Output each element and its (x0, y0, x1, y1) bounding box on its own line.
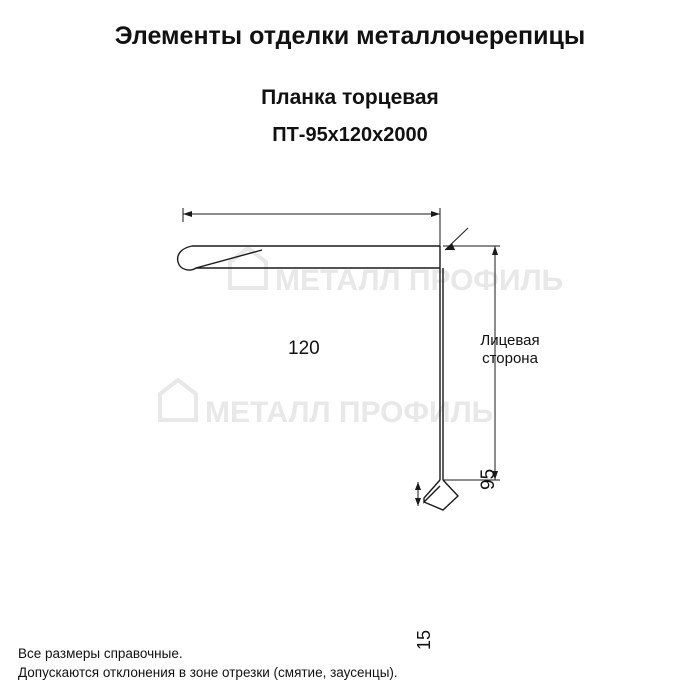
profile-hem-curve (178, 246, 262, 270)
dimension-label-flange: 15 (414, 629, 434, 650)
dim-arrow-left (183, 211, 192, 217)
product-name: Планка торцевая (261, 86, 439, 109)
face-side-line2: сторона (482, 350, 538, 367)
footer-line-2: Допускаются отклонения в зоне отрезки (смятие, заусенцы). (18, 665, 398, 680)
profile-bottom-flange (424, 480, 440, 502)
watermark-text: МЕТАЛЛ ПРОФИЛЬ (205, 396, 494, 429)
watermark-text: МЕТАЛЛ ПРОФИЛЬ (275, 264, 564, 297)
technical-drawing (0, 150, 700, 650)
dim-arrow-right (431, 211, 440, 217)
profile-bottom-tip (424, 480, 458, 510)
footer-notes (18, 644, 398, 682)
footer-line-1: Все размеры справочные. (18, 646, 183, 661)
page-title: Элементы отделки металлочерепицы (114, 22, 586, 50)
face-side-line1: Лицевая (480, 332, 540, 349)
dimension-label-width: 120 (288, 338, 320, 359)
face-side-annotation (462, 332, 558, 368)
dim-arrow-up (492, 246, 498, 255)
dim-arrow-15-down (415, 498, 421, 506)
dimension-label-height: 95 (478, 468, 499, 490)
dim-arrow-15-up (415, 482, 421, 490)
product-code: ПТ-95x120x2000 (272, 124, 428, 146)
